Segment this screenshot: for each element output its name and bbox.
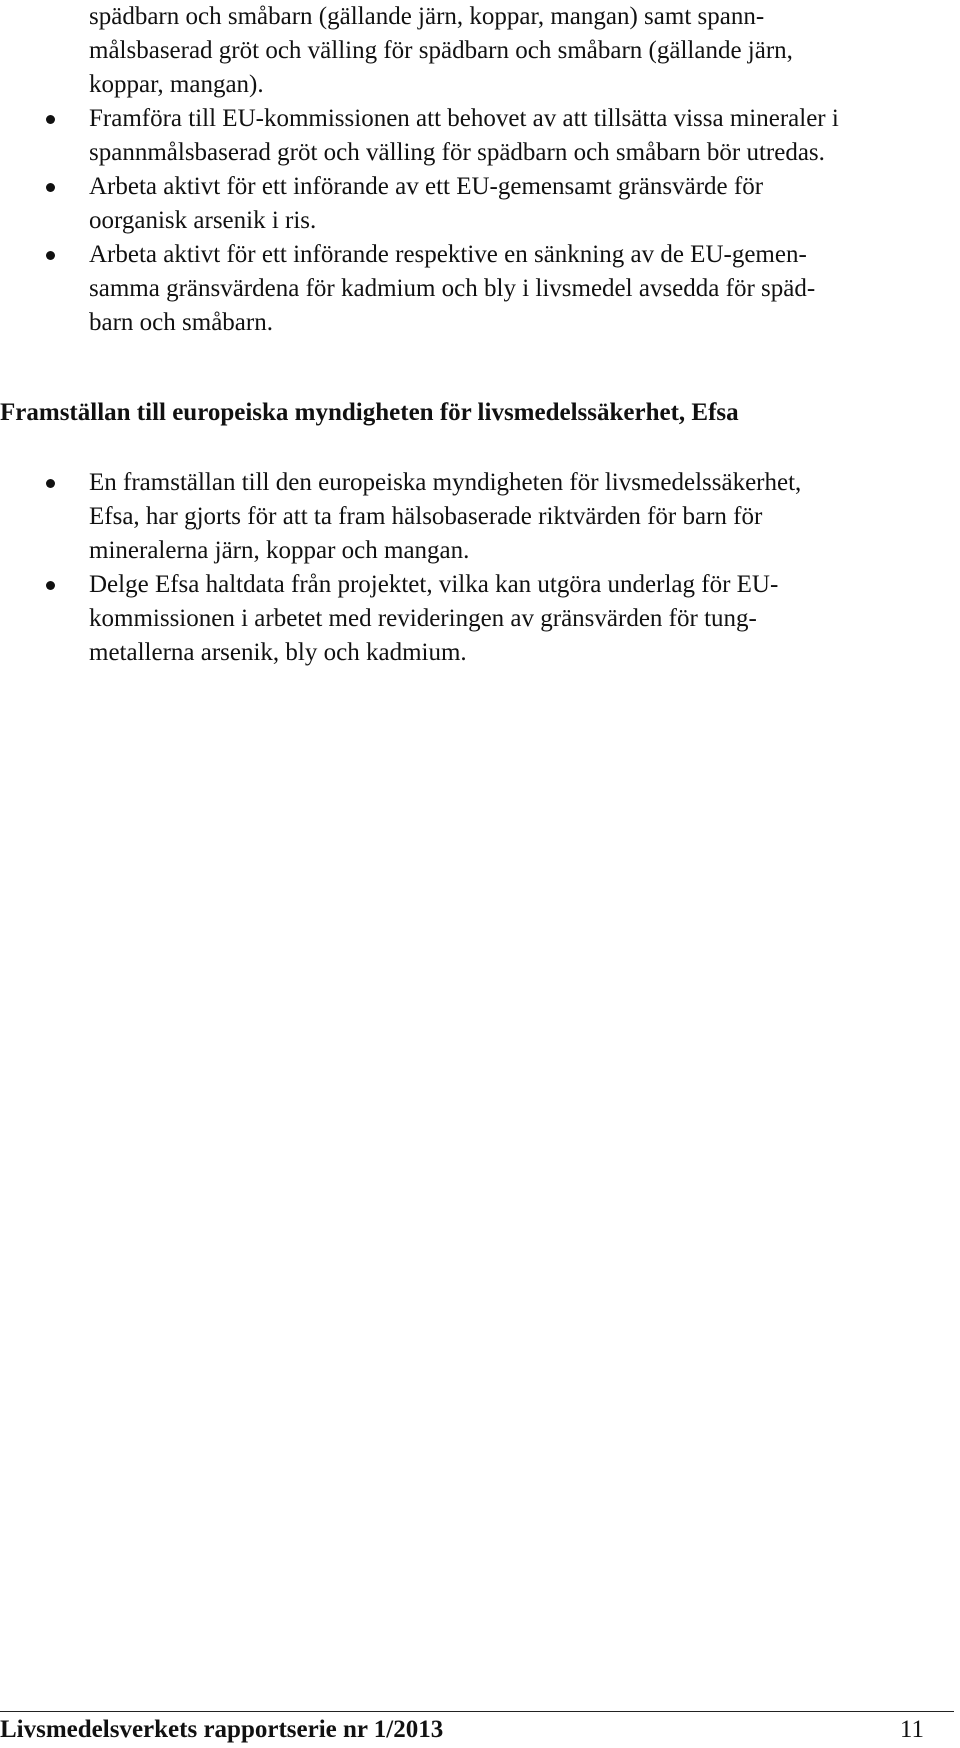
continuation-line: spädbarn och småbarn (gällande järn, koppar, mangan) samt spann-	[89, 3, 765, 30]
list-item-line: Delge Efsa haltdata från projektet, vilka kan utgöra underlag för EU-	[89, 571, 779, 598]
list-item-line: samma gränsvärdena för kadmium och bly i livsmedel avsedda för späd-	[89, 275, 816, 302]
list-item-line: Efsa, har gjorts för att ta fram hälsobaserade riktvärden för barn för	[89, 503, 763, 530]
bullet-icon	[46, 479, 55, 488]
bullet-icon	[46, 115, 55, 124]
footer-series-title: Livsmedelsverkets rapportserie nr 1/2013	[0, 1716, 444, 1743]
list-item-line: mineralerna järn, koppar och mangan.	[89, 537, 470, 564]
bullet-icon	[46, 251, 55, 260]
bullet-icon	[46, 581, 55, 590]
list-item-line: En framställan till den europeiska myndigheten för livsmedelssäkerhet,	[89, 469, 802, 496]
continuation-line: koppar, mangan).	[89, 71, 264, 98]
list-item-line: kommissionen i arbetet med revideringen av gränsvärden för tung-	[89, 605, 757, 632]
list-item-line: Arbeta aktivt för ett införande av ett EU-gemensamt gränsvärde för	[89, 173, 764, 200]
list-item-line: spannmålsbaserad gröt och välling för spädbarn och småbarn bör utredas.	[89, 139, 825, 166]
list-item-line: Framföra till EU-kommissionen att behovet av att tillsätta vissa mineraler i	[89, 105, 839, 132]
bullet-icon	[46, 183, 55, 192]
list-item-line: oorganisk arsenik i ris.	[89, 207, 317, 234]
list-item-line: barn och småbarn.	[89, 309, 273, 336]
page-number: 11	[899, 1716, 924, 1743]
list-item-line: metallerna arsenik, bly och kadmium.	[89, 639, 467, 666]
section-heading: Framställan till europeiska myndigheten för livsmedelssäkerhet, Efsa	[0, 399, 739, 426]
continuation-line: målsbaserad gröt och välling för spädbarn och småbarn (gällande järn,	[89, 37, 793, 64]
footer-divider	[0, 1711, 954, 1712]
list-item-line: Arbeta aktivt för ett införande respektive en sänkning av de EU-gemen-	[89, 241, 807, 268]
